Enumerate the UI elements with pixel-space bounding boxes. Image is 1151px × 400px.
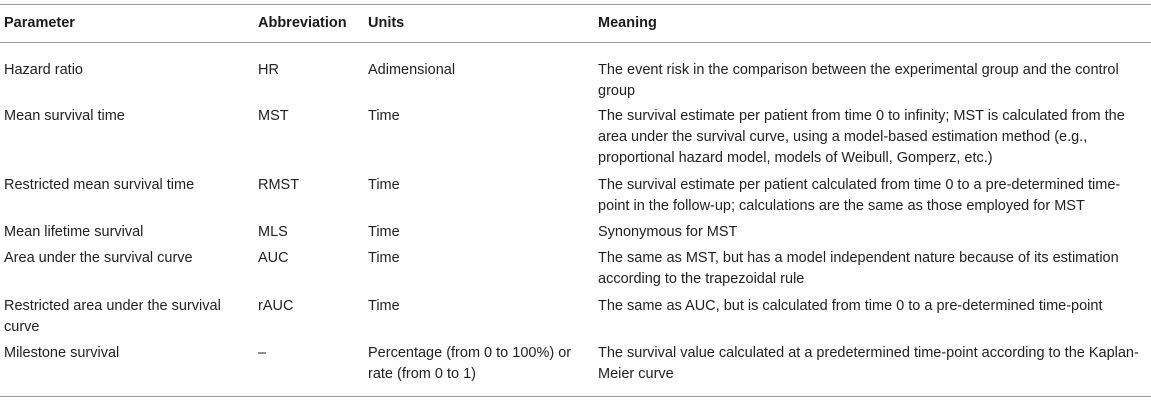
cell-abbreviation: rAUC xyxy=(258,298,294,314)
cell-parameter: Hazard ratio xyxy=(4,62,83,78)
cell-abbreviation: RMST xyxy=(258,177,300,193)
cell-units: Time xyxy=(368,108,400,124)
cell-abbreviation: HR xyxy=(258,62,279,78)
cell-parameter: Mean lifetime survival xyxy=(4,224,144,240)
table-header-rule xyxy=(0,42,1151,43)
table-top-rule xyxy=(0,4,1151,5)
cell-parameter: Restricted mean survival time xyxy=(4,177,195,193)
cell-meaning: The survival estimate per patient calculated from time 0 to a pre-determined time-point in the follow-up; calculations are the same as those employed for MST xyxy=(598,177,1121,214)
header-units: Units xyxy=(368,15,405,31)
cell-units: Percentage (from 0 to 100%) or rate (from 0 to 1) xyxy=(368,345,572,382)
cell-units: Time xyxy=(368,298,400,314)
cell-units: Time xyxy=(368,250,400,266)
table-bottom-rule xyxy=(0,396,1151,397)
cell-abbreviation: AUC xyxy=(258,250,289,266)
cell-meaning: The same as MST, but has a model independent nature because of its estimation according to the trapezoidal rule xyxy=(598,250,1119,287)
cell-meaning: Synonymous for MST xyxy=(598,224,738,240)
cell-parameter: Milestone survival xyxy=(4,345,120,361)
cell-units: Time xyxy=(368,177,400,193)
header-abbreviation: Abbreviation xyxy=(258,15,347,31)
cell-abbreviation: MLS xyxy=(258,224,288,240)
cell-meaning: The survival estimate per patient from time 0 to infinity; MST is calculated from the area under the survival curve, using a model-based estimation method (e.g., proportional hazard model, models of Weibull, Gomperz, etc.) xyxy=(598,108,1125,166)
cell-parameter: Mean survival time xyxy=(4,108,125,124)
cell-units: Time xyxy=(368,224,400,240)
cell-parameter: Area under the survival curve xyxy=(4,250,193,266)
cell-abbreviation: – xyxy=(258,345,267,361)
cell-meaning: The survival value calculated at a predetermined time-point according to the Kaplan-Meier curve xyxy=(598,345,1139,382)
cell-meaning: The same as AUC, but is calculated from time 0 to a pre-determined time-point xyxy=(598,298,1103,314)
header-meaning: Meaning xyxy=(598,15,657,31)
cell-units: Adimensional xyxy=(368,62,456,78)
cell-abbreviation: MST xyxy=(258,108,289,124)
cell-meaning: The event risk in the comparison between the experimental group and the control group xyxy=(598,62,1119,99)
header-parameter: Parameter xyxy=(4,15,75,31)
cell-parameter: Restricted area under the survival curve xyxy=(4,298,221,335)
